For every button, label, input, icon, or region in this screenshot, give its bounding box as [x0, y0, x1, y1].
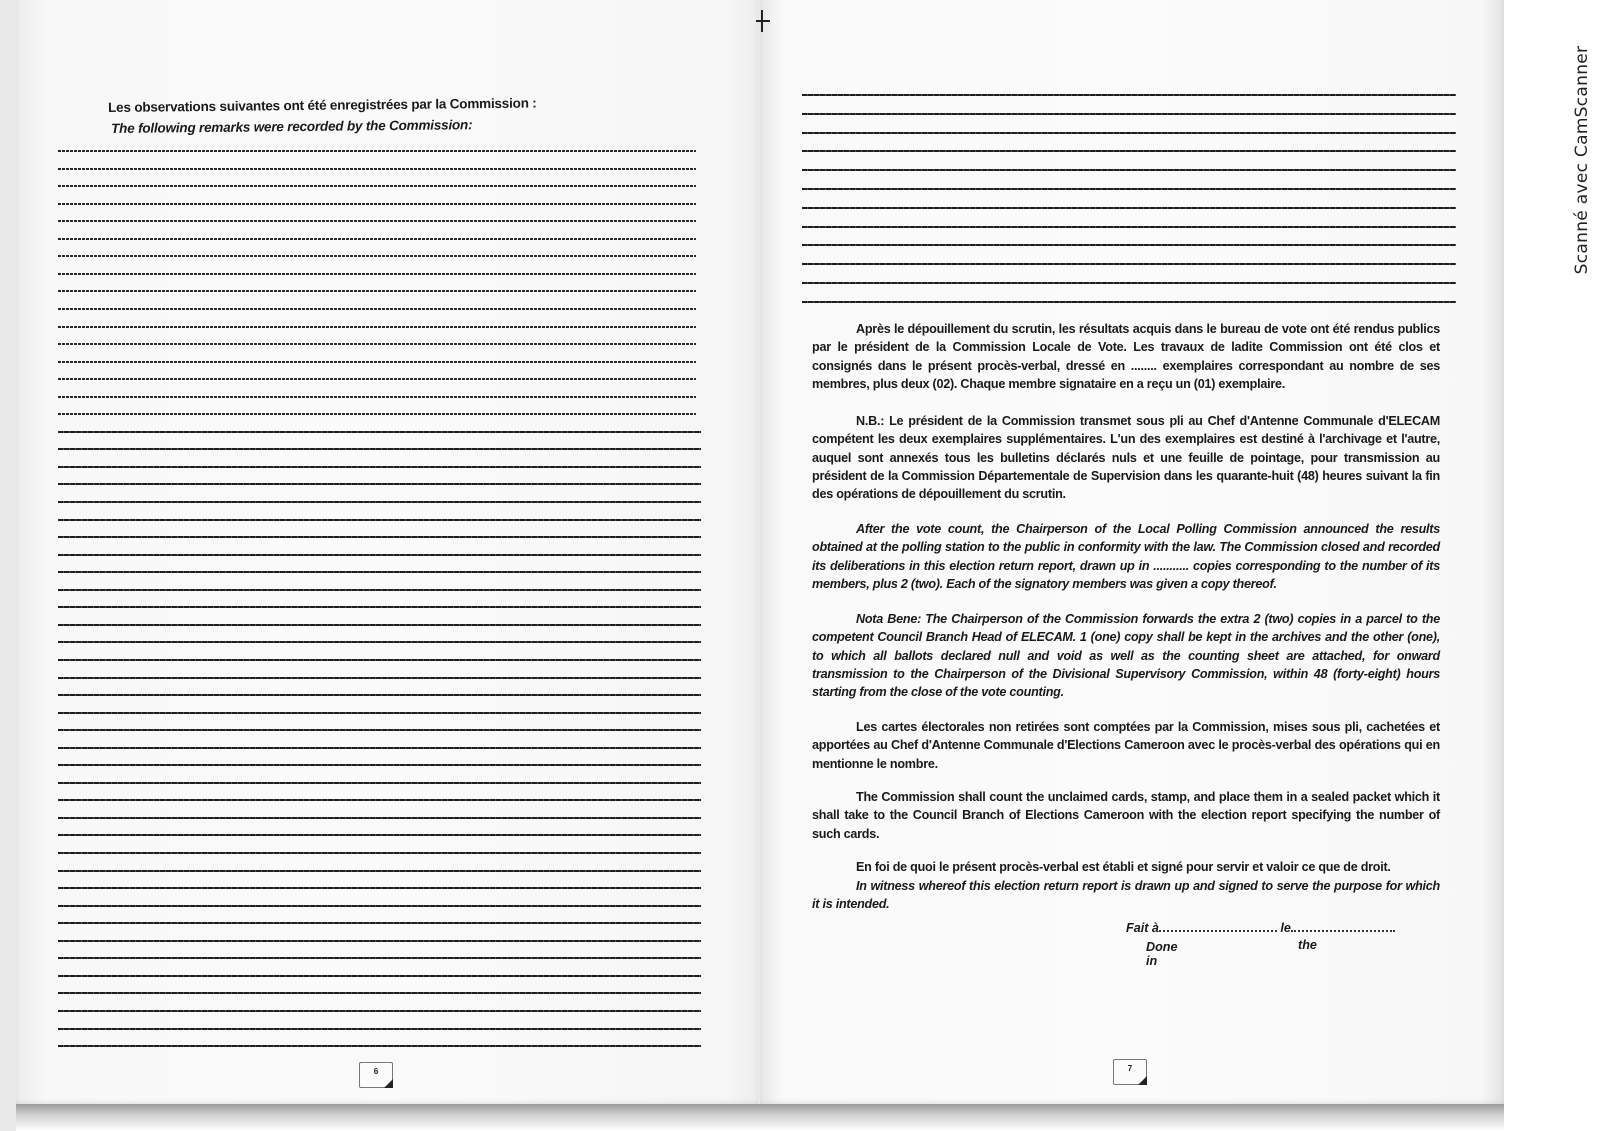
paragraph-fr-witness: En foi de quoi le présent procès-verbal est établi et signé pour servir et valoir ce que de droit.: [856, 860, 1391, 874]
ruled-line[interactable]: [58, 361, 696, 363]
ruled-line[interactable]: [58, 659, 701, 661]
fait-a-label: Fait à: [1126, 921, 1159, 935]
ruled-line[interactable]: [58, 220, 696, 222]
ruled-line[interactable]: [58, 501, 701, 503]
paragraph-fr-results: Après le dépouillement du scrutin, les résultats acquis dans le bureau de vote ont été rendus publics par le président de la Commission Locale de Vote. Les travaux de ladite Commission ont été clos et consignés dans le présent procès-verbal, dressé en ........ exemplaires correspondant au nombre de ses membres, plus deux (02). Chaque membre signataire en a reçu un (01) exemplaire.: [812, 322, 1440, 391]
remarks-ruled-lines: [58, 150, 698, 1050]
scan-bottom-edge: [16, 1104, 1504, 1131]
ruled-line[interactable]: [802, 207, 1456, 209]
ruled-line[interactable]: [58, 641, 701, 643]
remarks-heading-fr: Les observations suivantes ont été enregistrées par la Commission :: [108, 95, 537, 115]
ruled-line[interactable]: [58, 957, 701, 959]
ruled-line[interactable]: [58, 431, 701, 433]
ruled-line[interactable]: [58, 589, 701, 591]
le-label: le: [1280, 921, 1291, 935]
ruled-line[interactable]: [58, 343, 696, 345]
ruled-line[interactable]: [802, 263, 1456, 265]
paragraph-en-cards: The Commission shall count the unclaimed cards, stamp, and place them in a sealed packet which it shall take to the Council Branch of Elections Cameroon with the election report specifying the number of such cards.: [812, 790, 1440, 841]
ruled-line[interactable]: [802, 169, 1456, 171]
ruled-line[interactable]: [58, 273, 696, 275]
ruled-line[interactable]: [802, 244, 1456, 246]
ruled-line[interactable]: [58, 536, 701, 538]
paragraph-fr-nb: N.B.: Le président de la Commission transmet sous pli au Chef d'Antenne Communale d'ELECAM compétent les deux exemplaires supplémentaires. L'un des exemplaires est destiné à l'archivage et l'autre, auquel sont annexés tous les bulletins déclarés nuls et une feuille de pointage, pour transmission au président de la Commission Départementale de Supervision dans les quarante-huit (48) heures suivant la fin des opérations de dépouillement du scrutin.: [812, 414, 1440, 502]
page-number-left: [359, 1062, 393, 1088]
ruled-line[interactable]: [58, 677, 701, 679]
page-curl-icon: [1138, 1076, 1147, 1085]
continued-ruled-lines: [802, 94, 1456, 309]
ruled-line[interactable]: [58, 817, 701, 819]
ruled-line[interactable]: [58, 782, 701, 784]
page-number-right: [1113, 1059, 1147, 1085]
ruled-line[interactable]: [802, 226, 1456, 228]
signature-line-fr: [1126, 920, 1395, 935]
ruled-line[interactable]: [58, 168, 696, 170]
ruled-line[interactable]: [58, 203, 696, 205]
ruled-line[interactable]: [58, 378, 696, 380]
ruled-line[interactable]: [802, 150, 1456, 152]
ruled-line[interactable]: [58, 712, 701, 714]
ruled-line[interactable]: [58, 694, 701, 696]
ruled-line[interactable]: [58, 834, 701, 836]
ruled-line[interactable]: [802, 301, 1456, 303]
paragraph-en-witness: In witness whereof this election return report is drawn up and signed to serve the purpose for which it is intended.: [812, 879, 1440, 912]
ruled-line[interactable]: [58, 922, 701, 924]
the-label: the: [1298, 938, 1317, 952]
ruled-line[interactable]: [802, 282, 1456, 284]
remarks-heading-en: The following remarks were recorded by the Commission:: [111, 117, 473, 136]
ruled-line[interactable]: [58, 1045, 701, 1047]
ruled-line[interactable]: [58, 870, 701, 872]
crop-mark-icon: [756, 10, 770, 32]
ruled-line[interactable]: [58, 887, 701, 889]
ruled-line[interactable]: [58, 554, 701, 556]
ruled-line[interactable]: [58, 992, 701, 994]
page-number-text: 7: [1127, 1064, 1133, 1073]
camscanner-watermark: Scanné avec CamScanner: [1572, 45, 1592, 275]
ruled-line[interactable]: [58, 1010, 701, 1012]
ruled-line[interactable]: [58, 905, 701, 907]
ruled-line[interactable]: [58, 326, 696, 328]
paragraph-en-results: After the vote count, the Chairperson of the Local Polling Commission announced the results obtained at the polling station to the public in conformity with the law. The Commission closed and recorded its deliberations in this election return report, drawn up in ........... copies corresponding to the number of its members, plus 2 (two). Each of the signatory members was given a copy thereof.: [812, 522, 1440, 591]
ruled-line[interactable]: [802, 188, 1456, 190]
ruled-line[interactable]: [58, 308, 696, 310]
ruled-line[interactable]: [802, 94, 1456, 96]
paragraph-en-nota-bene: Nota Bene: The Chairperson of the Commission forwards the extra 2 (two) copies in a parcel to the competent Council Branch Head of ELECAM. 1 (one) copy shall be kept in the archives and the other (one), to which all ballots declared null and void as well as the counting sheet are attached, for onward transmission to the Chairperson of the Divisional Supervisory Commission, within 48 (forty-eight) hours starting from the close of the vote counting.: [812, 612, 1440, 700]
done-in-label: Done in: [1146, 940, 1178, 968]
place-field[interactable]: [1159, 920, 1277, 932]
ruled-line[interactable]: [58, 413, 696, 415]
ruled-line[interactable]: [58, 799, 701, 801]
ruled-line[interactable]: [58, 764, 701, 766]
paragraph-fr-cards: Les cartes électorales non retirées sont comptées par la Commission, mises sous pli, cachetées et apportées au Chef d'Antenne Communale d'Elections Cameroon avec le procès-verbal des opérations qui en mentionne le nombre.: [812, 720, 1440, 771]
ruled-line[interactable]: [58, 483, 701, 485]
ruled-line[interactable]: [58, 448, 701, 450]
ruled-line[interactable]: [58, 975, 701, 977]
ruled-line[interactable]: [58, 606, 701, 608]
ruled-line[interactable]: [58, 571, 701, 573]
ruled-line[interactable]: [58, 290, 696, 292]
ruled-line[interactable]: [58, 852, 701, 854]
ruled-line[interactable]: [58, 255, 696, 257]
ruled-line[interactable]: [58, 729, 701, 731]
date-field[interactable]: [1291, 920, 1395, 932]
page-number-text: 6: [373, 1067, 379, 1076]
page-curl-icon: [384, 1079, 393, 1088]
ruled-line[interactable]: [58, 150, 696, 152]
ruled-line[interactable]: [802, 132, 1456, 134]
ruled-line[interactable]: [58, 519, 701, 521]
ruled-line[interactable]: [58, 396, 696, 398]
ruled-line[interactable]: [58, 466, 701, 468]
ruled-line[interactable]: [58, 940, 701, 942]
ruled-line[interactable]: [58, 1028, 701, 1030]
ruled-line[interactable]: [58, 238, 696, 240]
ruled-line[interactable]: [58, 747, 701, 749]
ruled-line[interactable]: [802, 113, 1456, 115]
ruled-line[interactable]: [58, 624, 701, 626]
ruled-line[interactable]: [58, 185, 696, 187]
